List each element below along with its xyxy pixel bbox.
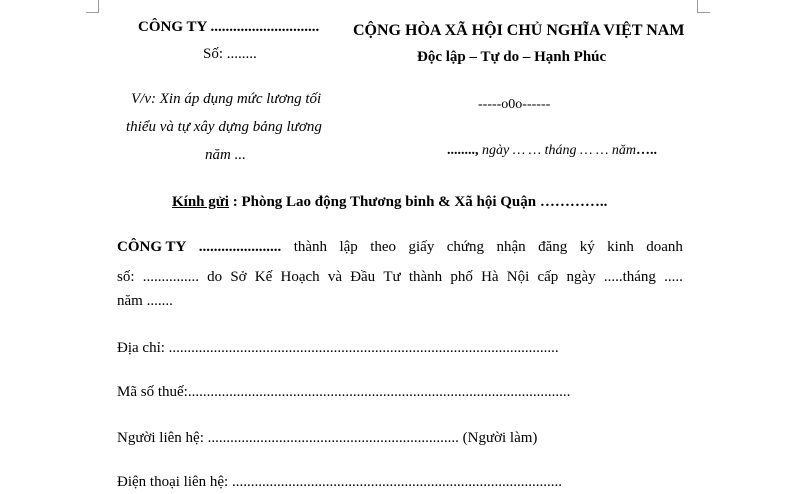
margin-corner-mark-left — [86, 0, 99, 13]
document-number: Số: ........ — [203, 46, 257, 62]
body-word: giấy — [408, 239, 435, 255]
date-prefix: ........, — [447, 143, 479, 158]
recipient-line — [172, 193, 607, 211]
national-motto: Độc lập – Tự do – Hạnh Phúc — [417, 49, 607, 65]
body-word: ............... — [142, 269, 199, 285]
subject-line-3: năm ... — [205, 147, 246, 163]
tax-code-field: Mã số thuế:...................................................................................................... — [117, 384, 571, 400]
body-word: thành — [293, 239, 328, 255]
date-line — [447, 142, 657, 160]
body-word: Nội — [506, 269, 530, 285]
body-word: đăng — [538, 239, 568, 255]
body-word: số: — [117, 269, 135, 285]
recipient-label: Kính gửi — [172, 194, 229, 210]
body-word: Hoạch — [280, 269, 320, 285]
body-paragraph-line-1 — [117, 238, 683, 256]
ornament-divider: -----o0o------ — [478, 97, 551, 112]
body-word: chứng — [446, 239, 485, 255]
recipient-text: : Phòng Lao động Thương binh & Xã hội Quận ………….. — [228, 194, 608, 210]
body-word: phố — [450, 269, 473, 285]
body-word: Kế — [254, 269, 273, 285]
date-month-dots: … … — [580, 143, 609, 158]
body-word: ngày — [566, 269, 596, 285]
body-word: ..... — [664, 269, 683, 285]
date-ngay-label: ngày — [482, 143, 510, 158]
body-word: kinh — [607, 239, 634, 255]
body-word: thành — [408, 269, 443, 285]
body-company-label: CÔNG TY — [117, 239, 187, 255]
body-paragraph-line-2 — [117, 268, 683, 286]
body-word: Tư — [383, 269, 401, 285]
body-word: ký — [579, 239, 595, 255]
body-word: nhận — [496, 239, 526, 255]
body-word: Đầu — [350, 269, 376, 285]
subject-line-2: thiểu và tự xây dựng bảng lương — [126, 119, 322, 135]
body-word: .....tháng — [603, 269, 656, 285]
address-field: Địa chỉ: ........................................................................................................ — [117, 340, 559, 356]
contact-person-field: Người liên hệ: ................................................................... (Người làm) — [117, 430, 538, 446]
margin-corner-mark-right — [697, 0, 710, 13]
phone-field: Điện thoại liên hệ: ........................................................................................ — [117, 474, 562, 490]
republic-title: CỘNG HÒA XÃ HỘI CHỦ NGHĨA VIỆT NAM — [353, 22, 685, 39]
body-word: do — [207, 269, 223, 285]
date-year-dots: ….. — [636, 143, 658, 158]
subject-line-1: V/v: Xin áp dụng mức lương tối — [131, 91, 322, 107]
body-word: lập — [339, 239, 358, 255]
date-day-dots: … … — [512, 143, 542, 158]
body-word: theo — [370, 239, 397, 255]
date-nam-label: năm — [611, 143, 637, 158]
body-word: Hà — [481, 269, 499, 285]
body-paragraph-line-3: năm ....... — [117, 293, 173, 309]
body-word: cấp — [537, 269, 559, 285]
body-company-dots: ...................... — [198, 239, 282, 255]
date-thang-label: tháng — [544, 143, 577, 158]
body-word: và — [327, 269, 342, 285]
company-header: CÔNG TY ............................. — [138, 19, 320, 35]
body-word: doanh — [646, 239, 683, 255]
body-word: Sở — [230, 269, 247, 285]
